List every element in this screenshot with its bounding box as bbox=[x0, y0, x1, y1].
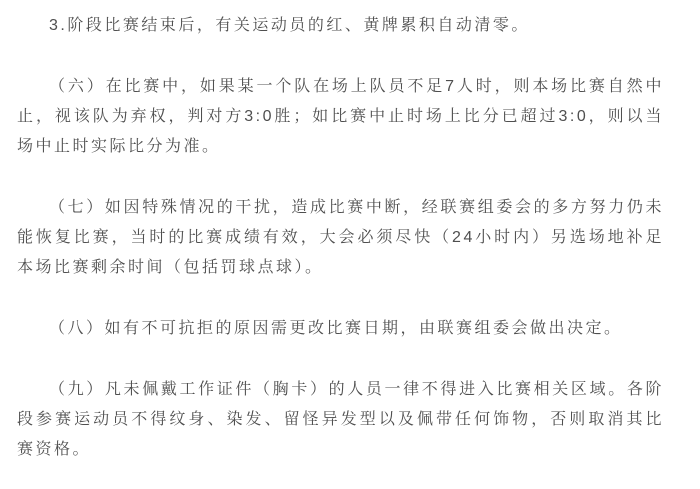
paragraph-clause-9: （九）凡未佩戴工作证件（胸卡）的人员一律不得进入比赛相关区域。各阶段参赛运动员不得纹身、染发、留怪异发型以及佩带任何饰物，否则取消其比赛资格。 bbox=[17, 381, 664, 458]
paragraph-clause-6: （六）在比赛中，如果某一个队在场上队员不足7人时，则本场比赛自然中止，视该队为弃权，判对方3:0胜；如比赛中止时场上比分已超过3:0，则以当场中止时实际比分为准。 bbox=[17, 78, 664, 155]
paragraph-clause-3: 3.阶段比赛结束后，有关运动员的红、黄牌累积自动清零。 bbox=[49, 17, 530, 34]
paragraph-clause-7: （七）如因特殊情况的干扰，造成比赛中断，经联赛组委会的多方努力仍未能恢复比赛，当时的比赛成绩有效，大会必须尽快（24小时内）另选场地补足本场比赛剩余时间（包括罚球点球）。 bbox=[17, 199, 664, 276]
paragraph-clause-8: （八）如有不可抗拒的原因需更改比赛日期，由联赛组委会做出决定。 bbox=[49, 320, 623, 337]
